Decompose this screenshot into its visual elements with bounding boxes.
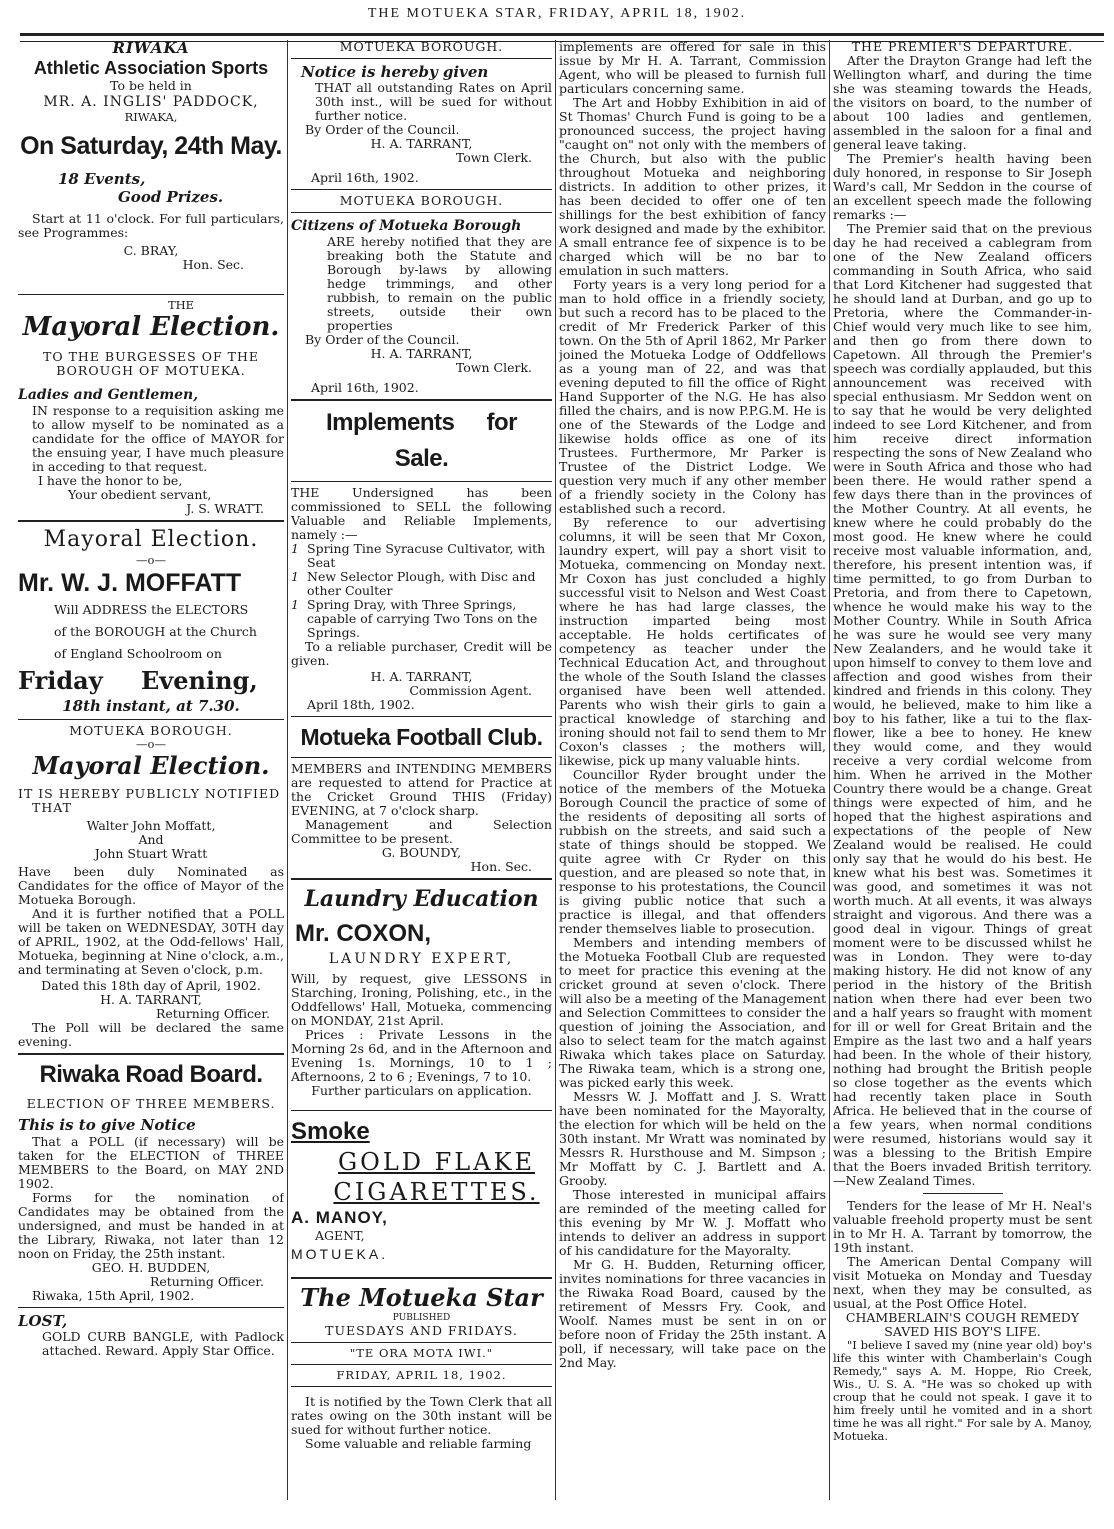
story-paragraph: Forty years is a very long period for a man to hold office in a friendly society, but such a record has to be placed to the credit of Mr Frederick Parker of this town. On the 5th of April 1862, Mr Parker joined the Motueka Lodge of Oddfellows as a young man of 22, and was that evening deputed to fill the office of Right Hand Supporter of the N.G. He has also filled the chairs, and is now P.P.G.M. He is one of the Stewards of the Lodge and likewise holds office as one of its Trustees. Furthermore, Mr Parker is Trustee of the District Lodge. We question very much if any other member of a friendly society in the Colony has established such a record. xyxy=(559,277,826,516)
ad-place: RIWAKA xyxy=(112,40,190,57)
column-3 xyxy=(559,40,826,1520)
masthead: THE MOTUEKA STAR, FRIDAY, APRIL 18, 1902. xyxy=(367,6,747,21)
divider xyxy=(923,1193,1003,1194)
ad-title: Implements for Sale. xyxy=(325,409,518,472)
ad-town: MOTUEKA. xyxy=(291,1246,389,1262)
ad-title: Citizens of Motueka Borough xyxy=(291,218,522,234)
nameplate-days: TUESDAYS AND FRIDAYS. xyxy=(325,1323,518,1338)
ad-body: THE Undersigned has been commissioned to SELL the following Valuable and Reliable Implements, namely :— xyxy=(291,485,552,542)
ad-line: Dated this 18th day of April, 1902. xyxy=(41,978,261,993)
divider xyxy=(18,719,284,720)
ad-signature: J. S. WRATT. xyxy=(186,501,264,516)
divider xyxy=(291,1110,552,1111)
ad-body: The Poll will be declared the same evening. xyxy=(18,1020,284,1049)
ad-signature: G. BOUNDY, xyxy=(381,845,462,860)
ad-notice: This is to give Notice xyxy=(18,1116,196,1134)
ad-body: Prices : Private Lessons in the Morning 2s 6d, and in the Afternoon and Evening 1s. Mornings, 10 to 1 ; Afternoons, 2 to 6 ; Evenings, 7 to 10. xyxy=(291,1027,552,1084)
ad-line: To be held in xyxy=(110,78,192,93)
ad-body: IN response to a requisition asking me to allow myself to be nominated as a candidate for the office of MAYOR for the ensuing year, I have much pleasure in acceding to that request. xyxy=(32,403,284,474)
divider xyxy=(291,716,552,717)
ad-role: LAUNDRY EXPERT, xyxy=(328,951,515,967)
rates-notice xyxy=(291,40,552,185)
cigarettes-ad xyxy=(291,1117,552,1265)
football-ad xyxy=(291,721,552,874)
divider xyxy=(18,1307,284,1308)
divider xyxy=(291,212,552,213)
ad-name: Mr. COXON, xyxy=(295,920,432,947)
story-paragraph: Mr G. H. Budden, Returning officer, invites nominations for three vacancies in the Riwaka Road Board, caused by the retirement of Messrs Fry. Cook, and Woolf. Names must be sent in on or before noon of Friday the 25th instant. A poll, if necessary, will take pace on the 2nd May. xyxy=(559,1257,826,1370)
story-paragraph: The Premier said that on the previous day he had received a cablegram from one of the New Zealand officers commanding in South Africa, who said that Lord Kitchener had suggested that he should land at Durban, and go up to Pretoria, where the Commander-in-Chief would very much like to see him, and then go from there down to Capetown. All through the Premier's speech was cordially applauded, but this announcement was received with special enthusiasm. Mr Seddon went on to say that he would be very delighted indeed to see Lord Kitchener, and from him receive direct information respecting the sons of New Zealand who were in South Africa and those who had been there. He would rather spend a few days there than in the provinces of the Mother Country. At all events, he knew where he could probably do the most good. He knew where he could receive most valuable information, and, therefore, his present intention was, if time permitted, to go from Durban to Pretoria, and from there to Capetown, whence he would make his way to the Mother Country. While in South Africa he was sure he would see very many New Zealanders, and he would take it upon himself to convey to them love and affection and good wishes from their kindred and friends in this colony. They would, he believed, make to him like a boy to his father, like a tui to the flax-flower, like a bee to honey. He knew they would come, and they would receive a very cordial welcome from him. When he arrived in the Mother Country there would be a change. Great things were expected of him, and he hoped that the highest aspirations and expectations of the people of New Zealand would be realised. He could only say that he would do his best. He knew what his best was. Sometimes it was good, and sometimes it was not worth much. At all events, it was always straight and vigorous. And there was a good deal in vigour. Things of great moment were to be discussed whilst he was in London. They were to-day making history. He did not know of any period in the history of the British nation when there had ever been two and a half years so fraught with moment for ill or well for Great Britain and the Empire as the last two and a half years had been. In the whole of their history, nothing had brought the British people so close together as the events which had recently taken place in South Africa. He believed that in the course of a few years, when normal conditions were resumed, historians would say it was a blessing to the British Empire that the Boers invaded British territory.—New Zealand Times. xyxy=(833,221,1092,1188)
divider xyxy=(291,399,552,401)
ad-brand: CIGARETTES. xyxy=(333,1178,540,1206)
ad-signature-title: Town Clerk. xyxy=(455,360,532,375)
divider xyxy=(291,1277,552,1279)
ad-separator: —o— xyxy=(136,737,166,751)
riwaka-sports-ad xyxy=(18,40,284,272)
ad-body: MEMBERS and INTENDING MEMBERS are requested to attend for Practice at the Cricket Ground THIS (Friday) EVENING, at 7 o'clock sharp. xyxy=(291,761,552,818)
story-paragraph: implements are offered for sale in this issue by Mr H. A. Tarrant, Commission Agent, who will be pleased to furnish full particulars concerning same. xyxy=(559,40,826,96)
ad-line: And xyxy=(138,832,164,847)
ad-date: On Saturday, 24th May. xyxy=(20,132,282,160)
divider xyxy=(291,1342,552,1343)
column-rule xyxy=(555,40,556,1500)
ad-seller: A. MANOY, xyxy=(291,1208,388,1227)
implements-ad xyxy=(291,405,552,712)
news-story xyxy=(833,1199,1092,1311)
ad-signature: H. A. TARRANT, xyxy=(370,136,473,151)
ad-body: Will, by request, give LESSONS in Starching, Ironing, Polishing, etc., in the Oddfellows' Hall, Motueka, commencing on MONDAY, 21st April. xyxy=(291,971,552,1028)
divider xyxy=(18,520,284,522)
ad-body: To a reliable purchaser, Credit will be given. xyxy=(291,639,552,668)
divider xyxy=(18,1053,284,1055)
ad-line: Your obedient servant, xyxy=(68,487,212,502)
ad-body: THAT all outstanding Rates on April 30th inst., will be sued for without further notice. xyxy=(315,80,552,123)
ad-body: Forms for the nomination of Candidates may be obtained from the undersigned, and must be handed in at the Library, Riwaka, not later than 12 noon on Friday, the 25th instant. xyxy=(18,1190,284,1261)
ad-date: April 16th, 1902. xyxy=(311,380,419,395)
ad-line: By Order of the Council. xyxy=(305,122,460,137)
ad-line: By Order of the Council. xyxy=(305,332,460,347)
story-paragraph: Those interested in municipal affairs are reminded of the meeting called for this evening by Mr W. J. Moffatt who intends to deliver an address in support of his candidature for the Mayoralty. xyxy=(559,1187,826,1258)
story-paragraph: The American Dental Company will visit Motueka on Monday and Tuesday next, when they may be consulted, as usual, at the Post Office Hotel. xyxy=(833,1254,1092,1311)
page-header xyxy=(0,0,1114,40)
story-paragraph: By reference to our advertising columns, it will be seen that Mr Coxon, laundry expert, will pay a short visit to Motueka, commencing on Monday next. Mr Coxon has just concluded a highly successful visit to Nelson and West Coast where he has had large classes, the instruction imparted being most acceptable. He holds certificates of competency as teacher under the Technical Education Act, and throughout the whole of the South Island the classes organised have been well attended. Parents who wish their girls to gain a practical knowledge of starching and ironing should not fail to send them to Mr Coxon's classes ; the mothers will, likewise, pick up many valuable hints. xyxy=(559,515,826,768)
column-4 xyxy=(833,40,1092,1520)
nameplate-line: PUBLISHED xyxy=(392,1313,451,1323)
list-item: 1 Spring Tine Syracuse Cultivator, with Seat xyxy=(291,541,546,570)
ad-signature: GEO. H. BUDDEN, xyxy=(91,1260,211,1275)
nameplate xyxy=(291,1283,552,1387)
ad-line: MR. A. INGLIS' PADDOCK, xyxy=(43,94,259,110)
ad-title: Athletic Association Sports xyxy=(33,58,269,78)
nameplate-date: FRIDAY, APRIL 18, 1902. xyxy=(336,1368,507,1382)
ad-line: RIWAKA, xyxy=(124,110,178,124)
column-rule xyxy=(287,40,288,1500)
news-story xyxy=(291,1395,552,1451)
ad-body: Management and Selection Committee to be present. xyxy=(291,817,552,846)
ad-greeting: Ladies and Gentlemen, xyxy=(18,387,199,403)
ad-signature-title: Hon. Sec. xyxy=(470,859,532,874)
news-story xyxy=(833,54,1092,1188)
ad-body: Have been duly Nominated as Candidates for the office of Mayor of the Motueka Borough. xyxy=(18,864,284,907)
news-column xyxy=(559,40,826,1370)
column-2 xyxy=(291,40,552,1520)
ad-line: AGENT, xyxy=(315,1228,365,1243)
story-paragraph: Councillor Ryder brought under the notice of the members of the Motueka Borough Council the practice of some of the residents of depositing all sorts of rubbish on the streets, and said such a state of things should be stopped. We quite agree with Cr Ryder on this question, and are pleased so note that, in response to his protestations, the Council is giving public notice that such a practice is illegal, and that offenders render themselves liable to prosecution. xyxy=(559,767,826,936)
ad-body: Start at 11 o'clock. For full particulars, see Programmes: xyxy=(18,211,284,240)
column-rule xyxy=(829,40,830,1500)
story-heading: CHAMBERLAIN'S COUGH REMEDY SAVED HIS BOY'S LIFE. xyxy=(845,1310,1080,1339)
ad-body: And it is further notified that a POLL will be taken on WEDNESDAY, 30TH day of APRIL, 1902, at the Odd-fellows' Hall, Motueka, beginning at Nine o'clock, a.m., and terminating at Seven o'clock, p.m. xyxy=(18,906,284,977)
ad-line: Further particulars on application. xyxy=(311,1083,532,1098)
ad-title: Motueka Football Club. xyxy=(300,724,543,750)
laundry-ad xyxy=(291,884,552,1098)
news-story xyxy=(833,1339,1092,1443)
ad-candidate: Walter John Moffatt, xyxy=(86,818,216,833)
ad-signature: H. A. TARRANT, xyxy=(100,992,202,1007)
ad-line: TO THE BURGESSES OF THE BOROUGH OF MOTUEKA. xyxy=(43,349,259,378)
ad-borough: MOTUEKA BOROUGH. xyxy=(339,40,504,54)
ad-name: Mr. W. J. MOFFATT xyxy=(18,569,242,597)
ad-time: 18th instant, at 7.30. xyxy=(62,697,240,715)
ad-borough: MOTUEKA BOROUGH. xyxy=(69,723,233,738)
ad-line: Riwaka, 15th April, 1902. xyxy=(32,1288,195,1303)
divider xyxy=(291,1386,552,1387)
story-paragraph: The Premier's health having been duly honored, in response to Sir Joseph Ward's call, Mr Seddon in the course of an excellent speech made the following remarks :— xyxy=(833,151,1092,222)
divider xyxy=(291,58,552,59)
ad-line: IT IS HEREBY PUBLICLY NOTIFIED THAT xyxy=(18,786,281,815)
mayoral-election-wratt-ad xyxy=(18,299,284,516)
story-paragraph: "I believe I saved my (nine year old) boy's life this winter with Chamberlain's Cough Remedy," says A. M. Hoppe, Rio Creek, Wis., U. S. A. "He was so choked up with croup that he could not speak. I gave it to him freely until he vomited and in a short time he was all right." For sale by A. Manoy, Motueka. xyxy=(833,1338,1092,1443)
story-paragraph: Members and intending members of the Motueka Football Club are requested to meet for practice this evening at the cricket ground at seven o'clock. There will also be a meeting of the Management and Selection Committees to consider the question of joining the Association, and also to select team for the match against Riwaka which takes place on Saturday. The Riwaka team, which is a strong one, was picked early this week. xyxy=(559,935,826,1090)
ad-line: I have the honor to be, xyxy=(38,473,183,488)
ad-line: of England Schoolroom on xyxy=(54,646,222,661)
lost-ad xyxy=(18,1312,284,1358)
story-paragraph: The Art and Hobby Exhibition in aid of St Thomas' Church Fund is going to be a pronounced success, the project having "caught on" not only with the members of the Church, but also with the public throughout Motueka and neighboring districts. In addition to other prizes, it has been decided to offer one of ten shillings for the best exhibition of fancy work designed and made by the exhibitor. A small entrance fee of sixpence is to be charged which will be no bar to emulation in such matters. xyxy=(559,95,826,278)
divider xyxy=(291,878,552,880)
story-paragraph: After the Drayton Grange had left the Wellington wharf, and during the time she was steaming towards the Heads, the visitors on board, to the number of about 100 ladies and gentlemen, assembled in the saloon for a final and general leave taking. xyxy=(833,53,1092,152)
divider xyxy=(18,294,284,295)
divider xyxy=(291,1364,552,1365)
nameplate-title: The Motueka Star xyxy=(300,1283,543,1312)
story-paragraph: Some valuable and reliable farming xyxy=(305,1436,532,1451)
list-item: 1 New Selector Plough, with Disc and other Coulter xyxy=(291,569,536,598)
ad-title: Riwaka Road Board. xyxy=(39,1061,263,1088)
ad-title: Mayoral Election. xyxy=(43,527,259,552)
road-board-ad xyxy=(18,1059,284,1303)
ad-line: ELECTION OF THREE MEMBERS. xyxy=(26,1096,276,1111)
hedges-notice xyxy=(291,194,552,395)
ad-brand: GOLD FLAKE xyxy=(337,1148,536,1176)
ad-separator: —o— xyxy=(136,553,166,567)
ad-line: Will ADDRESS the ELECTORS xyxy=(54,602,249,617)
ad-signature-title: Hon. Sec. xyxy=(182,257,244,272)
ad-date: April 16th, 1902. xyxy=(311,170,419,185)
ad-events: 18 Events, xyxy=(58,170,146,188)
ad-borough: MOTUEKA BOROUGH. xyxy=(339,193,504,208)
ad-body: ARE hereby notified that they are breaking both the Statute and Borough by-laws by allowing hedge trimmings, and other rubbish, to remain on the public streets, outside their own properties xyxy=(327,234,552,333)
mayoral-election-notice xyxy=(18,724,284,1049)
story-paragraph: Tenders for the lease of Mr H. Neal's valuable freehold property must be sent in to Mr H. A. Tarrant by tomorrow, the 19th instant. xyxy=(833,1198,1092,1255)
ad-candidate: John Stuart Wratt xyxy=(94,846,208,861)
ad-title: Mayoral Election. xyxy=(22,312,280,342)
ad-prizes: Good Prizes. xyxy=(118,188,224,206)
divider xyxy=(291,189,552,190)
divider xyxy=(291,481,552,482)
column-1 xyxy=(18,40,284,1520)
ad-line: THE xyxy=(167,298,195,312)
ad-signature-title: Returning Officer. xyxy=(155,1006,270,1021)
ad-line: of the BOROUGH at the Church xyxy=(54,624,257,639)
ad-signature-title: Commission Agent. xyxy=(409,683,532,698)
mayoral-election-moffatt-ad xyxy=(18,526,284,715)
ad-title: LOST, xyxy=(18,1312,68,1330)
ad-smoke: Smoke xyxy=(291,1118,370,1145)
ad-day: Friday Evening, xyxy=(18,666,258,695)
story-paragraph: Messrs W. J. Moffatt and J. S. Wratt have been nominated for the Mayoralty, the election for which will be held on the 30th instant. Mr Wratt was nominated by Messrs R. Hursthouse and M. Simpson ; Mr Moffatt by C. J. Bartlett and A. Grooby. xyxy=(559,1089,826,1188)
ad-body: GOLD CURB BANGLE, with Padlock attached. Reward. Apply Star Office. xyxy=(42,1329,284,1358)
ad-signature-title: Town Clerk. xyxy=(455,150,532,165)
ad-title: Laundry Education xyxy=(304,886,539,912)
story-paragraph: It is notified by the Town Clerk that all rates owing on the 30th instant will be sued for without further notice. xyxy=(291,1394,552,1437)
ad-title: Mayoral Election. xyxy=(32,751,270,780)
ad-signature: H. A. TARRANT, xyxy=(370,669,473,684)
story-heading: THE PREMIER'S DEPARTURE. xyxy=(851,40,1074,54)
ad-body: That a POLL (if necessary) will be taken for the ELECTION of THREE MEMBERS to the Board, on MAY 2ND 1902. xyxy=(18,1134,284,1191)
ad-notice: Notice is hereby given xyxy=(301,63,489,81)
divider xyxy=(291,757,552,758)
nameplate-motto: "TE ORA MOTA IWI." xyxy=(349,1346,494,1360)
ad-date: April 18th, 1902. xyxy=(307,697,415,712)
ad-signature: H. A. TARRANT, xyxy=(370,346,473,361)
ad-signature: C. BRAY, xyxy=(123,243,179,258)
list-item: 1 Spring Dray, with Three Springs, capable of carrying Two Tons on the Springs. xyxy=(291,597,538,640)
ad-signature-title: Returning Officer. xyxy=(149,1274,264,1289)
